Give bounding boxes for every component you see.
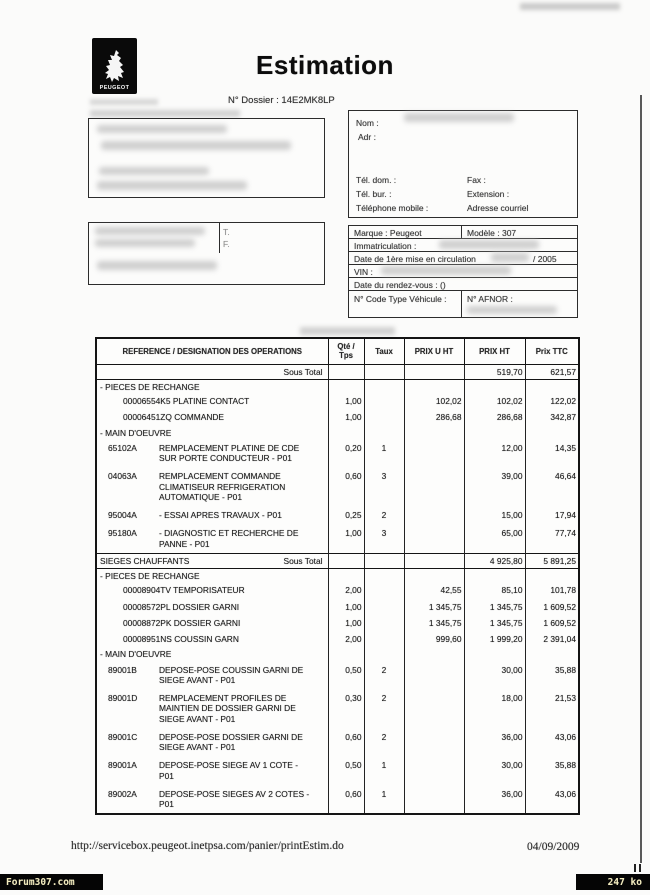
cell-qty (328, 364, 364, 379)
scan-edge-line (640, 95, 642, 863)
date-mec-year: / 2005 (533, 254, 557, 264)
cell-prix-u-ht (404, 756, 464, 785)
cell-qty: 1,00 (328, 409, 364, 425)
cell-taux: 2 (364, 506, 404, 524)
cell-prix-u-ht: 1 345,75 (404, 599, 464, 615)
part-reference: 00006451ZQ COMMANDE (123, 412, 225, 423)
labor-cell (99, 693, 326, 724)
print-footer-date: 04/09/2009 (527, 841, 580, 853)
cell-prix-ttc: 1 609,52 (525, 599, 579, 615)
table-row (96, 756, 579, 785)
section-heading: - MAIN D'OEUVRE (100, 649, 172, 660)
cell-prix-u-ht (404, 553, 464, 568)
tel-dom-label: Tél. dom. : (356, 175, 397, 185)
scan-smudge (300, 327, 395, 335)
cell-designation (96, 379, 328, 393)
cell-taux: 2 (364, 689, 404, 728)
adr-label: Adr : (358, 132, 376, 142)
operation-code: 89001B (108, 664, 137, 675)
redacted-afnor (467, 306, 557, 314)
redacted-date (491, 253, 529, 262)
cell-taux (364, 615, 404, 631)
vin-label: VIN : (354, 267, 373, 277)
operation-code: 95180A (108, 528, 137, 539)
cell-qty: 0,60 (328, 467, 364, 506)
cell-prix-ht (464, 569, 525, 583)
cell-taux (364, 599, 404, 615)
cell-prix-ttc: 17,94 (525, 506, 579, 524)
estimate-table-wrap (95, 337, 580, 815)
cell-taux (364, 393, 404, 409)
cell-taux: 3 (364, 467, 404, 506)
filesize-text: 247 ko (607, 876, 642, 888)
operation-code: 04063A (108, 471, 137, 482)
table-row (96, 553, 579, 568)
redacted-text (97, 261, 217, 270)
cell-prix-u-ht: 999,60 (404, 631, 464, 647)
table-row (96, 467, 579, 506)
labor-cell (99, 528, 326, 549)
cell-designation (96, 756, 328, 785)
immat-label: Immatriculation : (354, 241, 417, 251)
code-type-label: N° Code Type Véhicule : (354, 294, 447, 304)
part-reference: 00006554K5 PLATINE CONTACT (123, 396, 250, 407)
table-row (96, 689, 579, 728)
header-prix-u-ht: PRIX U HT (404, 338, 464, 364)
cell-designation (96, 569, 328, 583)
vehicle-row (349, 252, 577, 265)
vehicle-row (349, 226, 577, 239)
cell-prix-u-ht (404, 524, 464, 553)
operation-designation: DEPOSE-POSE SIEGES AV 2 COTES - P01 (159, 788, 310, 810)
cell-prix-ht: 519,70 (464, 364, 525, 379)
fax-label: Fax : (467, 175, 486, 185)
redacted-vin (381, 266, 511, 275)
afnor-label: N° AFNOR : (467, 294, 513, 304)
estimate-table (95, 337, 580, 815)
divider (461, 226, 462, 238)
operation-code: 89002A (108, 788, 137, 799)
labor-cell (99, 471, 326, 502)
cell-designation (96, 467, 328, 506)
cell-prix-u-ht: 42,55 (404, 582, 464, 598)
cell-designation (96, 785, 328, 815)
cell-prix-ht: 30,00 (464, 661, 525, 690)
cell-prix-ht: 12,00 (464, 439, 525, 468)
cell-qty (328, 553, 364, 568)
cell-prix-ht: 85,10 (464, 582, 525, 598)
cell-prix-ttc: 122,02 (525, 393, 579, 409)
cell-prix-u-ht (404, 506, 464, 524)
labor-cell (99, 732, 326, 753)
header-prix-ttc: Prix TTC (525, 338, 579, 364)
forum-watermark-bar (0, 874, 103, 890)
table-row (96, 426, 579, 439)
section-heading: - MAIN D'OEUVRE (100, 427, 172, 438)
subtotal-label: Sous Total (283, 555, 323, 566)
cell-designation (96, 364, 328, 379)
cell-prix-u-ht: 286,68 (404, 409, 464, 425)
cell-prix-u-ht (404, 785, 464, 815)
cell-prix-ht: 102,02 (464, 393, 525, 409)
email-label: Adresse courriel (467, 203, 529, 213)
cell-prix-ttc: 46,64 (525, 467, 579, 506)
cell-qty (328, 569, 364, 583)
header-taux: Taux (364, 338, 404, 364)
cell-prix-ttc (525, 569, 579, 583)
operation-code: 89001D (108, 693, 138, 704)
cell-prix-u-ht: 1 345,75 (404, 615, 464, 631)
header-prix-ht: PRIX HT (464, 338, 525, 364)
cell-prix-ht: 286,68 (464, 409, 525, 425)
cell-prix-ht: 1 999,20 (464, 631, 525, 647)
cell-taux: 2 (364, 661, 404, 690)
cell-qty: 0,20 (328, 439, 364, 468)
cell-designation (96, 689, 328, 728)
dossier-number: N° Dossier : 14E2MK8LP (228, 95, 335, 106)
tel-mobile-label: Téléphone mobile : (356, 203, 429, 213)
cell-designation (96, 409, 328, 425)
operation-designation: REMPLACEMENT COMMANDE CLIMATISEUR REFRIGERATION AUTOMATIQUE - P01 (159, 471, 286, 502)
cell-prix-ttc: 621,57 (525, 364, 579, 379)
cell-prix-ht: 4 925,80 (464, 553, 525, 568)
redacted-text (99, 167, 209, 175)
cell-prix-u-ht (404, 426, 464, 439)
operation-designation: DEPOSE-POSE COUSSIN GARNI DE SIEGE AVANT - P01 (159, 664, 304, 685)
cell-prix-ht (464, 379, 525, 393)
part-reference: 00008951NS COUSSIN GARN (123, 634, 239, 645)
table-row (96, 582, 579, 598)
part-reference: 00008904TV TEMPORISATEUR (123, 585, 245, 596)
cell-prix-u-ht (404, 439, 464, 468)
dealer-name-redacted (90, 99, 158, 105)
table-row (96, 569, 579, 583)
cell-prix-ht: 1 345,75 (464, 599, 525, 615)
cell-designation (96, 506, 328, 524)
table-row (96, 661, 579, 690)
filesize-bar (576, 874, 650, 890)
cell-prix-ttc: 101,78 (525, 582, 579, 598)
cell-prix-ht: 18,00 (464, 689, 525, 728)
cell-qty: 0,50 (328, 661, 364, 690)
table-row (96, 599, 579, 615)
cell-prix-ttc: 2 391,04 (525, 631, 579, 647)
cell-prix-ttc (525, 647, 579, 660)
cell-taux (364, 364, 404, 379)
redacted-customer-name (404, 113, 514, 122)
cell-prix-ht: 30,00 (464, 756, 525, 785)
modele-value: Modèle : 307 (467, 228, 517, 238)
cell-prix-u-ht: 102,02 (404, 393, 464, 409)
print-footer-url: http://servicebox.peugeot.inetpsa.com/panier/printEstim.do (71, 840, 344, 852)
table-row (96, 364, 579, 379)
subtotal-label: Sous Total (283, 366, 323, 377)
cell-prix-ht (464, 647, 525, 660)
subtotal-cell (99, 556, 326, 566)
cell-prix-ttc: 5 891,25 (525, 553, 579, 568)
cell-prix-u-ht (404, 379, 464, 393)
cell-designation (96, 426, 328, 439)
vehicle-row (349, 265, 577, 278)
redacted-text (95, 227, 205, 235)
cell-prix-u-ht (404, 689, 464, 728)
vehicle-row (349, 239, 577, 252)
cell-designation (96, 615, 328, 631)
cell-qty: 0,60 (328, 728, 364, 757)
peugeot-logo-text: PEUGEOT (99, 85, 130, 91)
cell-prix-ttc: 77,74 (525, 524, 579, 553)
divider (219, 223, 220, 253)
cell-taux: 2 (364, 728, 404, 757)
operation-designation: DEPOSE-POSE SIEGE AV 1 COTE - P01 (159, 760, 298, 781)
vehicle-row (349, 278, 577, 291)
cell-taux (364, 631, 404, 647)
cell-prix-ttc: 14,35 (525, 439, 579, 468)
marque-value: Marque : Peugeot (354, 228, 422, 238)
table-row (96, 379, 579, 393)
operation-designation: REMPLACEMENT PLATINE DE CDE SUR PORTE CONDUCTEUR - P01 (159, 442, 300, 464)
operation-code: 65102A (108, 442, 137, 453)
cell-taux (364, 426, 404, 439)
tel-bur-label: Tél. bur. : (356, 189, 392, 199)
redacted-text (97, 181, 247, 190)
labor-cell (99, 789, 326, 810)
cell-designation (96, 524, 328, 553)
cell-prix-ht: 36,00 (464, 728, 525, 757)
redacted-text (97, 125, 227, 133)
cell-prix-ht: 1 345,75 (464, 615, 525, 631)
dealer-contact-box (88, 222, 325, 285)
cell-qty (328, 379, 364, 393)
cell-qty (328, 647, 364, 660)
cell-prix-ht: 39,00 (464, 467, 525, 506)
cell-designation (96, 661, 328, 690)
tel-abbrev-label: T. (223, 227, 230, 237)
cell-prix-u-ht (404, 467, 464, 506)
cell-prix-u-ht (404, 364, 464, 379)
cell-qty: 1,00 (328, 615, 364, 631)
cell-qty: 2,00 (328, 631, 364, 647)
table-row (96, 524, 579, 553)
cell-taux (364, 582, 404, 598)
cell-taux (364, 409, 404, 425)
header-reference: REFERENCE / DESIGNATION DES OPERATIONS (96, 338, 328, 364)
table-row (96, 631, 579, 647)
cell-taux (364, 379, 404, 393)
cell-designation (96, 553, 328, 568)
cell-prix-ttc (525, 426, 579, 439)
cell-qty: 1,00 (328, 393, 364, 409)
operation-designation: DEPOSE-POSE DOSSIER GARNI DE SIEGE AVANT - P01 (159, 731, 303, 753)
labor-cell (99, 510, 326, 520)
cell-prix-u-ht (404, 647, 464, 660)
cell-designation (96, 631, 328, 647)
cell-prix-ttc: 21,53 (525, 689, 579, 728)
forum-watermark-text: Forum307.com (6, 876, 75, 888)
operation-designation: REMPLACEMENT PROFILES DE MAINTIEN DE DOSSIER GARNI DE SIEGE AVANT - P01 (159, 693, 296, 724)
faint-print-header (520, 3, 620, 10)
cell-designation (96, 439, 328, 468)
cell-taux (364, 647, 404, 660)
cell-qty (328, 426, 364, 439)
cell-prix-u-ht (404, 728, 464, 757)
part-reference: 00008572PL DOSSIER GARNI (123, 601, 240, 612)
date-mec-label: Date de 1ère mise en circulation (354, 254, 476, 264)
cell-taux: 1 (364, 785, 404, 815)
subtotal-cell (99, 367, 326, 377)
rdv-label: Date du rendez-vous : () (354, 280, 446, 290)
cell-qty: 0,50 (328, 756, 364, 785)
table-row (96, 647, 579, 660)
vehicle-box (348, 225, 578, 318)
part-reference: 00008872PK DOSSIER GARNI (123, 617, 241, 628)
cell-designation (96, 393, 328, 409)
cell-qty: 0,25 (328, 506, 364, 524)
cell-prix-ht: 15,00 (464, 506, 525, 524)
cell-prix-ttc: 1 609,52 (525, 615, 579, 631)
operation-designation: - ESSAI APRES TRAVAUX - P01 (159, 510, 282, 521)
redacted-immat (439, 240, 539, 249)
cell-taux (364, 553, 404, 568)
cell-qty: 2,00 (328, 582, 364, 598)
cell-qty: 1,00 (328, 599, 364, 615)
cell-prix-ttc: 43,06 (525, 785, 579, 815)
extension-label: Extension : (467, 189, 510, 199)
table-header-row (96, 338, 579, 364)
cell-prix-ht: 65,00 (464, 524, 525, 553)
cell-prix-u-ht (404, 569, 464, 583)
table-row (96, 393, 579, 409)
operation-code: 89001C (108, 731, 138, 742)
section-title: SIEGES CHAUFFANTS (100, 555, 190, 566)
cell-qty: 0,60 (328, 785, 364, 815)
cell-prix-ttc: 43,06 (525, 728, 579, 757)
scan-edge-mark (639, 864, 641, 872)
cell-prix-ht: 36,00 (464, 785, 525, 815)
cell-prix-ht (464, 426, 525, 439)
cell-prix-u-ht (404, 661, 464, 690)
cell-prix-ttc: 35,88 (525, 756, 579, 785)
operation-designation: - DIAGNOSTIC ET RECHERCHE DE PANNE - P01 (159, 528, 299, 549)
divider (461, 291, 462, 318)
cell-taux: 3 (364, 524, 404, 553)
redacted-text (101, 141, 291, 150)
cell-designation (96, 647, 328, 660)
section-heading: - PIECES DE RECHANGE (100, 381, 200, 392)
table-row (96, 439, 579, 468)
table-row (96, 506, 579, 524)
fax-abbrev-label: F. (223, 239, 230, 249)
page-title: Estimation (256, 50, 394, 80)
table-row (96, 615, 579, 631)
cell-prix-ttc: 35,88 (525, 661, 579, 690)
customer-box (348, 110, 578, 218)
cell-designation (96, 582, 328, 598)
dealer-address-box (88, 118, 325, 198)
section-heading: - PIECES DE RECHANGE (100, 571, 200, 582)
labor-cell (99, 443, 326, 464)
scan-edge-mark (634, 864, 636, 872)
cell-designation (96, 599, 328, 615)
dealer-email-redacted (90, 110, 240, 117)
vehicle-row (349, 291, 577, 318)
nom-label: Nom : (356, 118, 379, 128)
cell-taux: 1 (364, 439, 404, 468)
table-row (96, 785, 579, 815)
labor-cell (99, 760, 326, 781)
operation-code: 95004A (108, 510, 137, 521)
cell-taux (364, 569, 404, 583)
cell-qty: 0,30 (328, 689, 364, 728)
operation-code: 89001A (108, 760, 137, 771)
cell-qty: 1,00 (328, 524, 364, 553)
redacted-text (95, 239, 195, 247)
cell-taux: 1 (364, 756, 404, 785)
section-title (99, 367, 100, 377)
header-qty: Qté / Tps (328, 338, 364, 364)
labor-cell (99, 665, 326, 686)
table-row (96, 409, 579, 425)
cell-prix-ttc: 342,87 (525, 409, 579, 425)
cell-prix-ttc (525, 379, 579, 393)
table-row (96, 728, 579, 757)
cell-designation (96, 728, 328, 757)
